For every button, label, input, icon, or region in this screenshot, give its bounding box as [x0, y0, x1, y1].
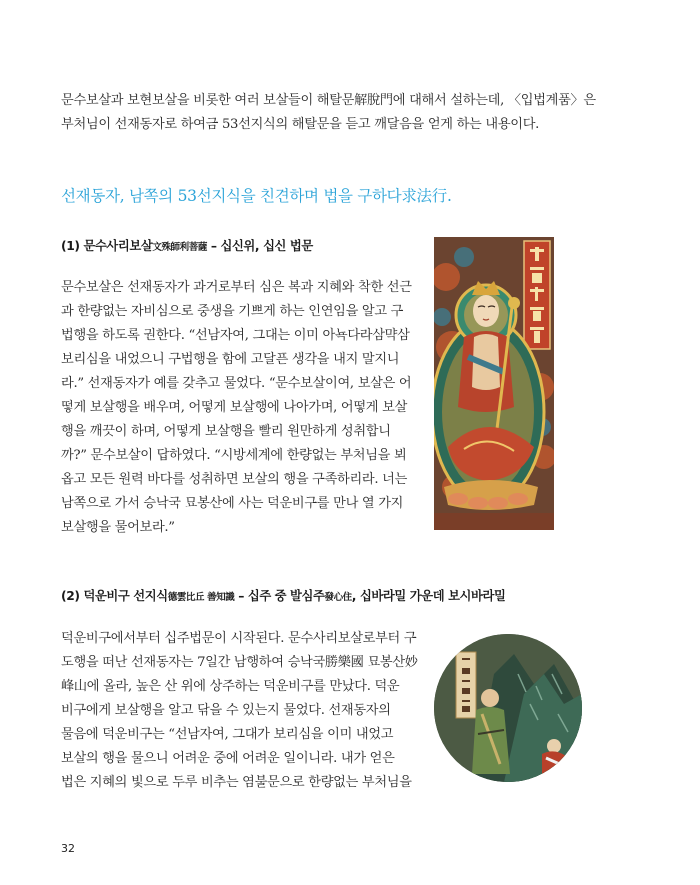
subsection-heading-2 [61, 586, 505, 604]
paragraph-line: 까?” 문수보살이 답하였다. “시방세계에 한량없는 부처님을 뵈 [61, 448, 407, 463]
paragraph-line: 보리심을 내었으니 구법행을 함에 고달픈 생각을 내지 말지니 [61, 352, 400, 367]
heading-text: , 십바라밀 가운데 보시바라밀 [351, 589, 506, 603]
heading-hanja: 德雲比丘 善知識 [167, 592, 235, 603]
paragraph-line: 떻게 보살행을 배우며, 어떻게 보살행에 나아가며, 어떻게 보살 [61, 400, 408, 415]
heading-hanja: 文殊師利菩薩 [152, 242, 207, 253]
paragraph-line: 남쪽으로 가서 승낙국 묘봉산에 사는 덕운비구를 만나 열 가지 [61, 496, 404, 511]
paragraph-line: 법행을 하도록 권한다. “선남자여, 그대는 이미 아뇩다라삼먁삼 [61, 328, 410, 343]
paragraph-line: 과 한량없는 자비심으로 중생을 기쁘게 하는 인연임을 알고 구 [61, 304, 404, 319]
intro-line: 부처님이 선재동자로 하여금 53선지식의 해탈문을 듣고 깨달음을 얻게 하는 내용이다. [61, 117, 540, 132]
intro-paragraph [61, 89, 596, 137]
heading-text: (2) 덕운비구 선지식 [61, 589, 168, 603]
paragraph-line: 옵고 모든 원력 바다를 성취하면 보살의 행을 구족하리라. 너는 [61, 472, 408, 487]
intro-line: 문수보살과 보현보살을 비롯한 여러 보살들이 해탈문解脫門에 대해서 설하는데, 〈입법계품〉은 [61, 93, 596, 108]
paragraph-line: 물음에 덕운비구는 “선남자여, 그대가 보리심을 이미 내었고 [61, 727, 394, 742]
subsection-2-paragraph [61, 627, 418, 795]
manjusri-painting [434, 237, 554, 530]
paragraph-line: 보살의 행을 물으니 어려운 중에 어려운 일이니라. 내가 얻은 [61, 751, 395, 766]
heading-text: (1) 문수사리보살 [61, 239, 153, 253]
deogun-monk-painting [434, 634, 582, 782]
paragraph-line: 덕운비구에서부터 십주법문이 시작된다. 문수사리보살로부터 구 [61, 631, 417, 646]
heading-hanja: 發心住 [324, 592, 352, 603]
paragraph-line: 행을 깨끗이 하며, 어떻게 보살행을 빨리 원만하게 성취합니 [61, 424, 391, 439]
paragraph-line: 문수보살은 선재동자가 과거로부터 심은 복과 지혜와 착한 선근 [61, 280, 412, 295]
paragraph-line: 법은 지혜의 빛으로 두루 비추는 염불문으로 한량없는 부처님을 [61, 775, 412, 790]
heading-text: – 십주 중 발심주 [234, 589, 325, 603]
section-title: 선재동자, 남쪽의 53선지식을 친견하며 법을 구하다求法行. [61, 187, 452, 205]
paragraph-line: 비구에게 보살행을 알고 닦을 수 있는지 물었다. 선재동자의 [61, 703, 391, 718]
page-number: 32 [61, 842, 75, 855]
subsection-1-paragraph [61, 276, 412, 540]
paragraph-line: 보살행을 물어보라.” [61, 520, 175, 535]
paragraph-line: 라.” 선재동자가 예를 갖추고 물었다. “문수보살이여, 보살은 어 [61, 376, 412, 391]
heading-text: – 십신위, 십신 법문 [206, 239, 313, 253]
subsection-heading-1 [61, 236, 313, 254]
paragraph-line: 도행을 떠난 선재동자는 7일간 남행하여 승낙국勝樂國 묘봉산妙 [61, 655, 418, 670]
paragraph-line: 峰山에 올라, 높은 산 위에 상주하는 덕운비구를 만났다. 덕운 [61, 679, 400, 694]
